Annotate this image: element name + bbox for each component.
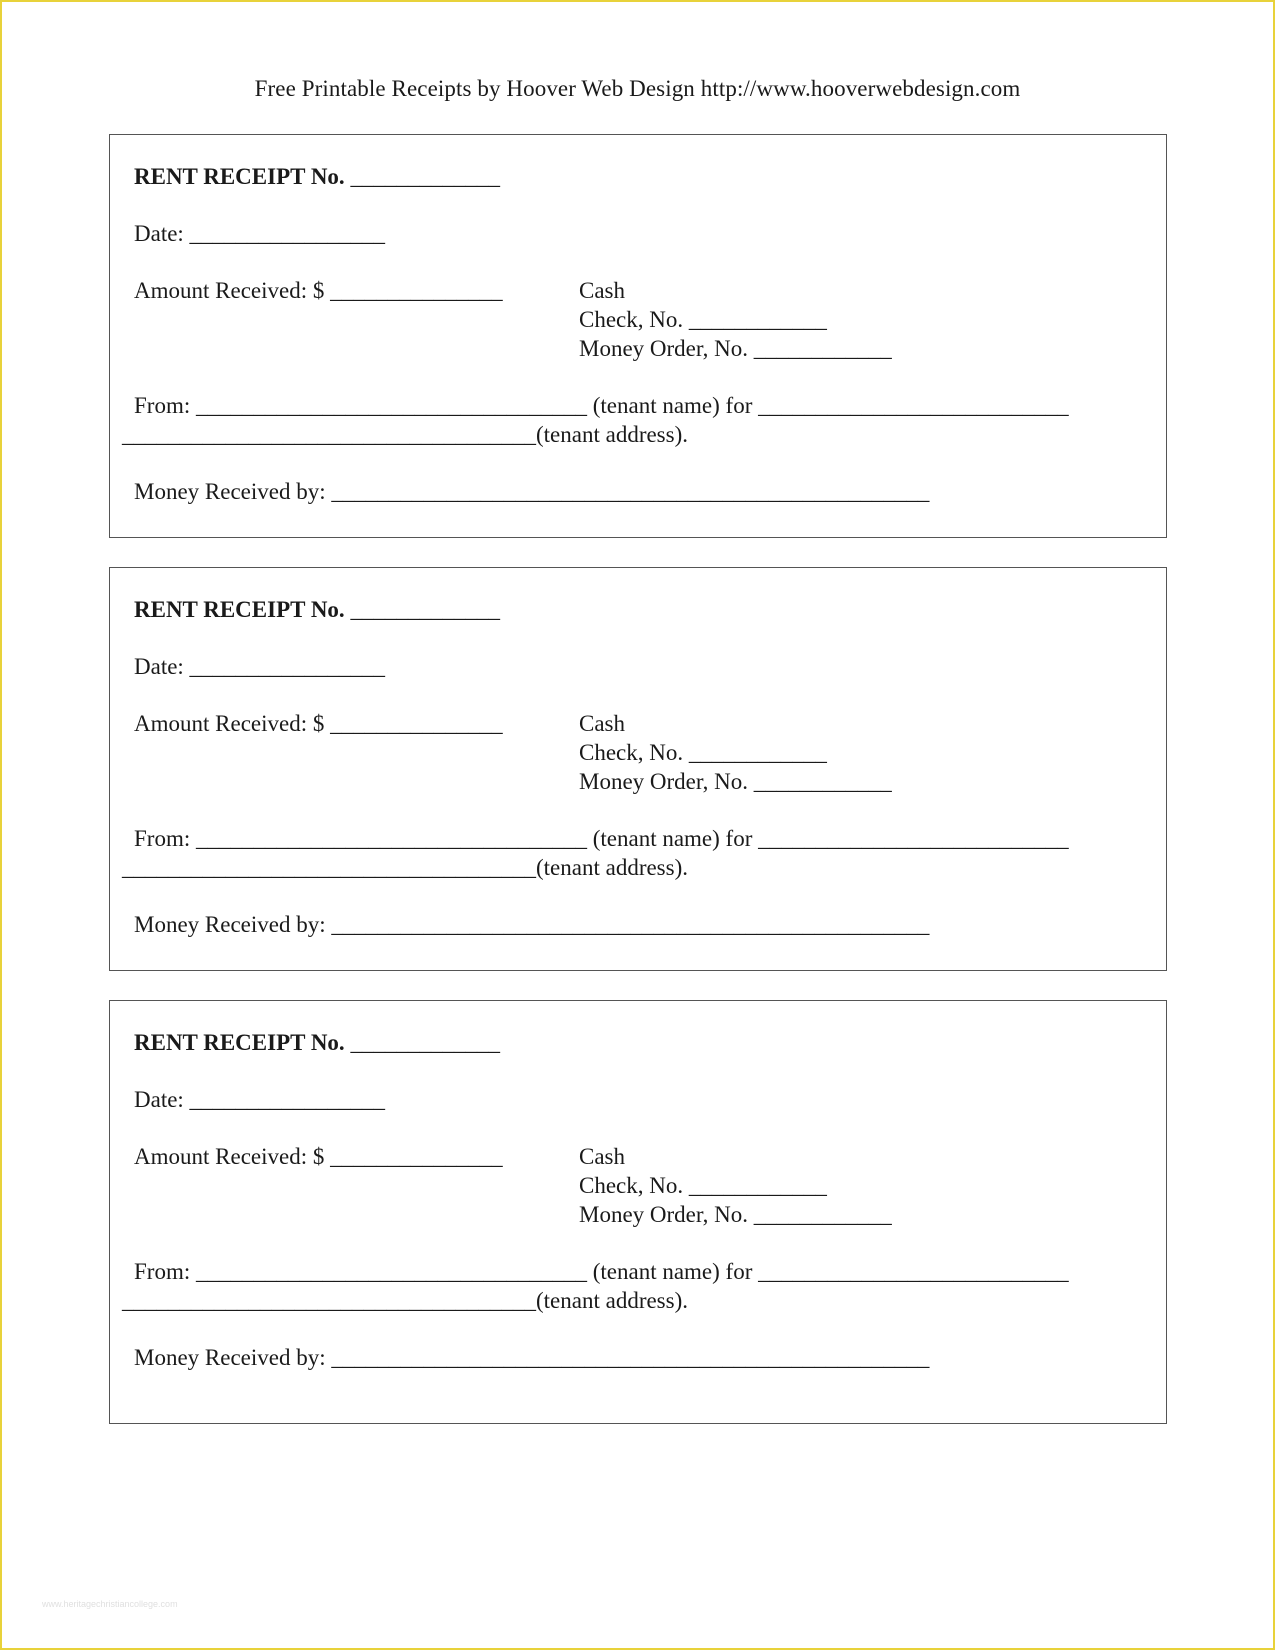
rent-receipt-1 xyxy=(109,134,1167,538)
date-line: Date: _________________ xyxy=(134,221,386,246)
received-by-line: Money Received by: ____________________________________________________ xyxy=(134,1345,930,1370)
date-line: Date: _________________ xyxy=(134,654,386,679)
rent-receipt-2 xyxy=(109,567,1167,971)
address-line: ____________________________________(tenant address). xyxy=(122,1288,688,1313)
receipt-title-label: RENT RECEIPT No. xyxy=(134,597,345,622)
check-option: Check, No. ____________ xyxy=(579,740,827,765)
receipt-number-blank: _____________ xyxy=(350,1030,500,1055)
page-header: Free Printable Receipts by Hoover Web Design http://www.hooverwebdesign.com xyxy=(254,76,1021,101)
amount-line: Amount Received: $ _______________ xyxy=(134,278,503,303)
receipt-title xyxy=(134,164,500,190)
cash-option: Cash xyxy=(579,711,625,736)
receipt-title-label: RENT RECEIPT No. xyxy=(134,1030,345,1055)
watermark-text: www.heritagechristiancollege.com xyxy=(42,1599,178,1609)
check-option: Check, No. ____________ xyxy=(579,1173,827,1198)
money-order-option: Money Order, No. ____________ xyxy=(579,336,892,361)
from-line: From: __________________________________ (tenant name) for ___________________________ xyxy=(134,393,1069,418)
receipt-number-blank: _____________ xyxy=(350,597,500,622)
received-by-line: Money Received by: ____________________________________________________ xyxy=(134,912,930,937)
amount-line: Amount Received: $ _______________ xyxy=(134,1144,503,1169)
receipt-title xyxy=(134,1030,500,1056)
money-order-option: Money Order, No. ____________ xyxy=(579,769,892,794)
cash-option: Cash xyxy=(579,1144,625,1169)
received-by-line: Money Received by: ____________________________________________________ xyxy=(134,479,930,504)
money-order-option: Money Order, No. ____________ xyxy=(579,1202,892,1227)
receipt-number-blank: _____________ xyxy=(350,164,500,189)
amount-line: Amount Received: $ _______________ xyxy=(134,711,503,736)
cash-option: Cash xyxy=(579,278,625,303)
from-line: From: __________________________________ (tenant name) for ___________________________ xyxy=(134,826,1069,851)
from-line: From: __________________________________ (tenant name) for ___________________________ xyxy=(134,1259,1069,1284)
address-line: ____________________________________(tenant address). xyxy=(122,855,688,880)
address-line: ____________________________________(tenant address). xyxy=(122,422,688,447)
date-line: Date: _________________ xyxy=(134,1087,386,1112)
receipt-title xyxy=(134,597,500,623)
check-option: Check, No. ____________ xyxy=(579,307,827,332)
receipt-title-label: RENT RECEIPT No. xyxy=(134,164,345,189)
rent-receipt-3 xyxy=(109,1000,1167,1424)
